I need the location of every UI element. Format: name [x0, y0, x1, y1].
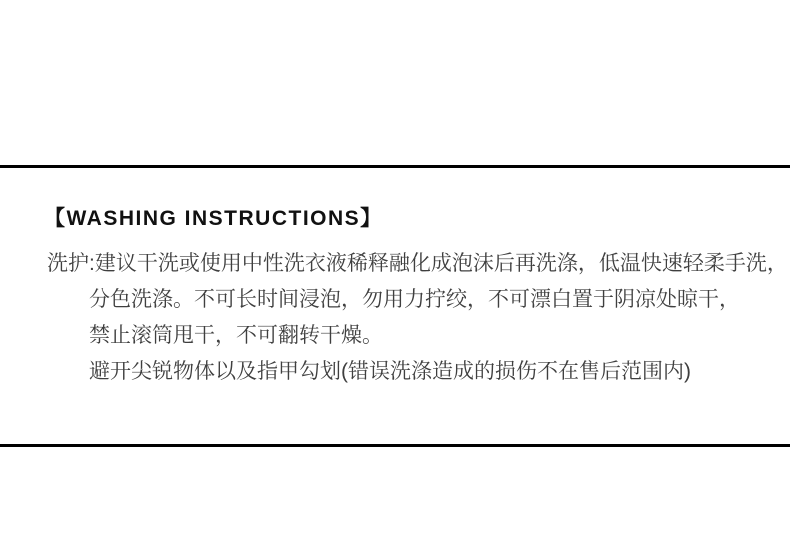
- care-instructions-paragraph: [47, 246, 788, 390]
- care-instruction-line: 洗护:建议干洗或使用中性洗衣液稀释融化成泡沫后再洗涤，低温快速轻柔手洗，: [47, 252, 788, 275]
- washing-instructions-heading: 【WASHING INSTRUCTIONS】: [44, 207, 383, 230]
- care-instruction-line: 分色洗涤。不可长时间浸泡，勿用力拧绞，不可漂白置于阴凉处晾干，: [89, 288, 740, 311]
- top-divider: [0, 165, 790, 168]
- care-instruction-line: 避开尖锐物体以及指甲勾划(错误洗涤造成的损伤不在售后范围内): [89, 360, 691, 383]
- care-instruction-line: 禁止滚筒甩干，不可翻转干燥。: [89, 324, 383, 347]
- bottom-divider: [0, 444, 790, 447]
